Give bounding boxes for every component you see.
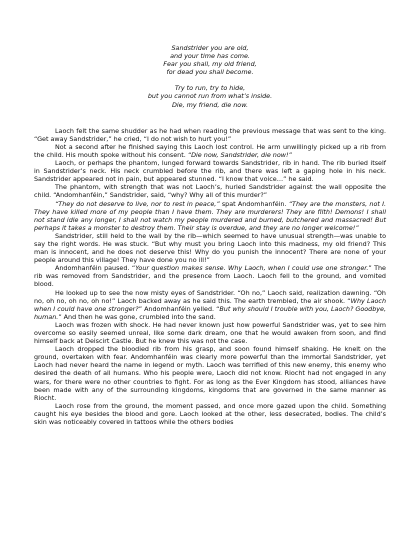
poem-line: for dead you shall become. — [166, 68, 254, 77]
paragraph — [34, 127, 386, 143]
paragraph — [34, 232, 386, 264]
story-body — [34, 127, 386, 426]
italic-text-run: Your question makes sense. Why Laoch, when I could use one stronger. — [135, 264, 369, 273]
italic-text-run: But why should I trouble with you, Laoch? Goodbye, human. — [34, 304, 387, 321]
italic-text-run: Why Laoch when I could have one stronger? — [34, 296, 386, 313]
text-run: Andomhanféin paused. “ — [55, 264, 136, 273]
italic-text-run: “They are the monsters, not I. They have killed more of my people than I have them. They are murderers! They are filth! Demons! I shall not stand idle any longer, I shall not watch my people murdered and burned, butchered and massacred! But perhaps it takes a monster to destroy them. Their stay is overdue, and they are no longer welcome!” — [34, 199, 387, 232]
text-run: spat Andomhanféin. — [219, 199, 289, 208]
text-run: He looked up to see the now misty eyes of Sandstrider. “Oh no,” Laoch said, realization dawning. “Oh no, oh no, oh no, oh no!” Laoch backed away as he said this. The earth trembled, the air shook. “ — [34, 288, 386, 305]
paragraph — [34, 402, 386, 426]
paragraph — [34, 264, 386, 288]
text-run: Laoch rose from the ground, the moment passed, and once more gazed upon the child. Something caught his eye besides the blood and gore. Laoch looked at the other, less desecrated, bodies. The child’s skin was noticeably covered in tattoos while the others bodies — [34, 401, 386, 427]
poem-line: Try to run, try to hide, — [174, 84, 246, 93]
poem-line: Fear you shall, my old friend, — [163, 60, 257, 69]
text-run: ” Andomhanféin yelled. “ — [138, 304, 220, 313]
poem-stanza-1 — [34, 44, 386, 76]
text-run: Not a second after he finished saying this Laoch lost control. He arm unwillingly picked up a rib from the child. His mouth spoke without his consent. — [34, 142, 386, 159]
text-run: The phantom, with strength that was not Laoch’s, hurled Sandstrider against the wall opposite the child. “Andomhanféin,” Sandstrider, said, “why? Why all of this murder?” — [34, 183, 386, 200]
poem-line: but you cannot run from what’s inside. — [147, 92, 273, 101]
text-run: Laoch, or perhaps the phantom, lunged forward towards Sandstrider, rib in hand. The rib buried itself in Sandstrider’s neck. His neck crumbled before the rib, and there was left a gaping hole in his neck. Sandstrider appeared not in pain, but appeared stunned. “I know that voice…” he said. — [34, 159, 386, 184]
text-run: Laoch felt the same shudder as he had when reading the previous message that was sent to the king. “Get away Sandstrider,” he cried, “I do not wish to hurt you!” — [34, 126, 386, 143]
text-run: Laoch was frozen with shock. He had never known just how powerful Sandstrider was, yet to see him overcome so easily seemed unreal, like some dark dream, one that he would awaken from soon, and find himself back at Deiscirt Castle. But he knew this was not the case. — [34, 320, 386, 346]
text-run: ” The rib was removed from Sandstrider, and the presence from Laoch. Laoch fell to the ground, and vomited blood. — [34, 264, 386, 289]
poem-stanza-2 — [34, 84, 386, 108]
poem-line: Sandstrider you are old, — [171, 44, 249, 52]
italic-text-run: “Die now, Sandstrider, die now!” — [187, 150, 292, 159]
paragraph — [34, 289, 386, 321]
paragraph — [34, 345, 386, 402]
poem-line: and your time has come. — [170, 52, 250, 61]
text-run: Sandstrider, still held to the wall by the rib—which seemed to have unusual strength—was unable to say the right words. He was stuck. “But why must you bring Laoch into this madness, my old friend? This man is innocent, and he does not deserve this! Why do you punish the innocent? There are none of your people around this village! They have done you no ill!” — [34, 231, 386, 265]
paragraph — [34, 200, 386, 232]
poem-line: Die, my friend, die now. — [171, 100, 249, 109]
paragraph — [34, 143, 386, 159]
paragraph — [34, 321, 386, 345]
text-run: ” And then he was gone, crumbled into the sand. — [58, 312, 216, 321]
italic-text-run: “They do not deserve to live, nor to rest in peace,” — [55, 199, 220, 208]
paragraph — [34, 159, 386, 183]
poem — [34, 44, 386, 109]
text-run: Laoch dropped the bloodied rib from his grasp, and soon found himself shaking. He knelt on the ground, overtaken with fear. Andomhanféin was clearly more powerful than the immortal Sandstrider, yet Laoch had never heard the name in legend or myth. Laoch was terrified of this new enemy, this enemy who desired the death of all humans. Who his people were, Laoch did not know. Riocht had not engaged in any wars, for there were no other countries to fight. For as long as the Ever Kingdom has stood, alliances have been made with any of the surrounding kingdoms, kingdoms that are governed in the same manner as Riocht. — [34, 345, 386, 402]
paragraph — [34, 183, 386, 199]
